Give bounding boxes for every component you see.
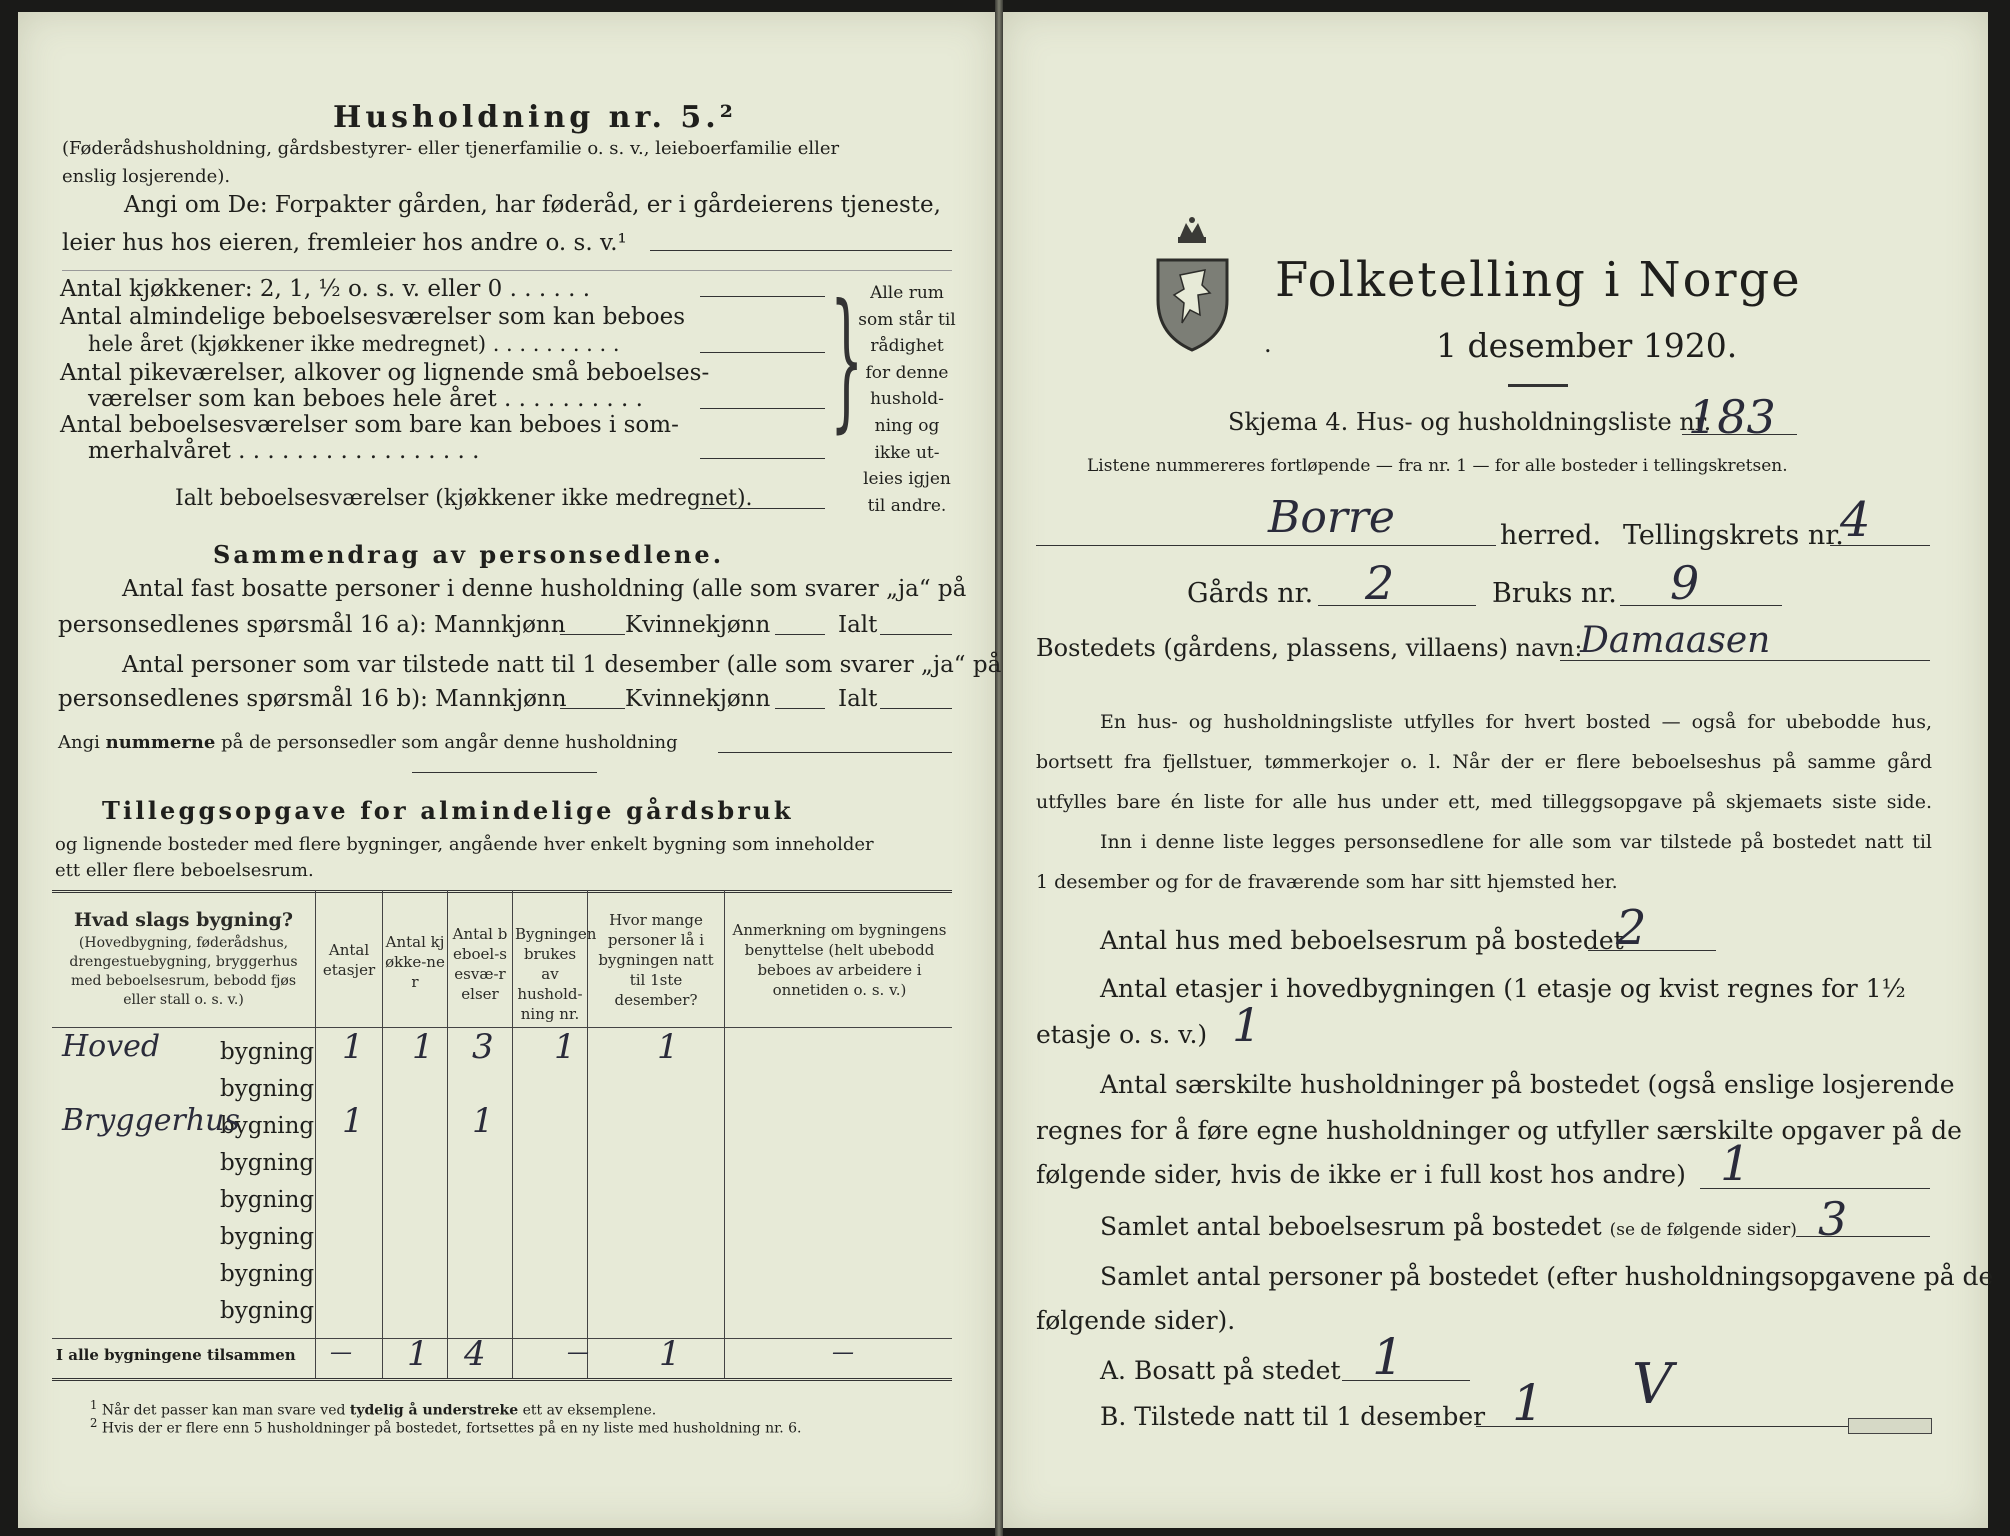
summer-rooms-label-l1: Antal beboelsesværelser som bare kan beboes i som- [60,412,679,438]
total-rooms-answer-line [700,508,825,509]
table-col-rule [724,890,725,1378]
building-table [52,890,952,1398]
census-date: 1 desember 1920. [1436,326,1738,365]
q-hus-value: 2 [1616,900,1647,956]
col-persons: Hvor mange personer lå i bygningen natt til 1ste desember? [598,911,714,1009]
q-rum-label [1100,1212,1797,1241]
table-top-rule [52,890,952,893]
total-rooms-label: Ialt beboelsesværelser (kjøkkener ikke medregnet). [175,486,753,511]
present-male-line [560,708,625,709]
bracket-note-line: Alle rum [870,283,944,303]
numbers-line [58,732,678,753]
total-cell-household: — [567,1340,589,1365]
common-rooms-label-l2: hele året (kjøkkener ikke medregnet) . . . . . . . . . . [88,332,620,356]
q-etasjer-value: 1 [1232,998,1262,1052]
resident-line2: personsedlenes spørsmål 16 a): Mannkjønn [58,612,566,638]
col-building-type-sub: (Hovedbygning, føderådshus, drengestuebygning, bryggerhus med beboelsesrum, bebodd fjøs eller stall o. s. v.) [69,935,298,1008]
bracket-note-line: som står til [858,309,956,330]
building-row-suffix: bygning [220,1224,315,1250]
book-spine [995,0,1003,1536]
table-total-label: I alle bygningene tilsammen [56,1346,296,1364]
present-female-line [775,708,825,709]
kitchens-answer-line [700,296,825,297]
total-cell-persons: 1 [659,1334,681,1374]
a-value: 1 [1372,1328,1404,1386]
tellingskrets-line [1830,545,1930,546]
bullet-dot: . [1264,330,1272,358]
col-floors: Antal etasjer [322,941,376,979]
farm-sub-line1: og lignende bosteder med flere bygninger, angående hver enkelt bygning som inneholder [55,834,874,855]
q-hush-line1: Antal særskilte husholdninger på bostedet (også enslige losjerende [1100,1070,1955,1099]
q-hush-line2: regnes for å føre egne husholdninger og utfyller særskilte opgaver på de [1036,1116,1962,1145]
schema-number: 183 [1688,390,1776,444]
q-rum-value: 3 [1818,1192,1848,1246]
building-row-suffix: bygning [220,1150,315,1176]
resident-female-label: Kvinnekjønn [625,612,771,638]
herred-line [1036,545,1496,546]
numbering-note: Listene nummereres fortløpende — fra nr. 1 — for alle bosteder i tellingskretsen. [1087,456,1788,476]
maid-rooms-label-l2: værelser som kan beboes hele året . . . . . . . . . . [88,386,643,412]
q-rum-text: Samlet antal beboelsesrum på bostedet [1100,1212,1602,1241]
gards-label: Gårds nr. [1187,578,1314,609]
b-value: 1 [1512,1374,1544,1432]
present-female-label: Kvinnekjønn [625,686,771,712]
building-row-suffix: bygning [220,1076,315,1102]
building-cell-persons: 1 [657,1027,679,1067]
footnote-1-pre: Når det passer kan man svare ved [101,1402,346,1419]
section-divider [412,772,597,773]
a-label: A. Bosatt på stedet [1100,1356,1341,1385]
bracket-note-line: for denne [865,362,949,383]
resident-total-line [880,634,952,635]
footnote-1: $^1$ Når det passer kan man svare ved tydelig å understreke ett av eksemplene. [90,1398,657,1419]
bracket-note-line: ning og [874,415,940,436]
building-row-suffix: bygning [220,1298,315,1324]
bosted-line [1560,660,1930,661]
household-heading: Husholdning nr. 5.² [333,100,737,135]
schema-label: Skjema 4. Hus- og husholdningsliste nr. [1228,408,1712,436]
building-cell-floors: 1 [342,1101,364,1141]
numbers-pre: Angi [58,732,100,753]
angi-line1: Angi om De: Forpakter gården, har føderåd, er i gårdeierens tjeneste, [124,192,941,218]
summary-heading: Sammendrag av personsedlene. [213,540,725,569]
household-subheading-line2: enslig losjerende). [62,166,231,187]
b-label: B. Tilstede natt til 1 desember [1100,1402,1486,1431]
building-row-suffix: bygning [220,1261,315,1287]
table-col-rule [382,890,383,1378]
bruks-line [1620,605,1782,606]
instruction-line: Inn i denne liste legges personsedlene for alle som var tilstede på bostedet natt til [1100,831,1932,853]
angi-answer-line2 [62,270,952,271]
common-rooms-answer-line [700,352,825,353]
common-rooms-label-l1: Antal almindelige beboelsesværelser som kan beboes [60,304,686,330]
table-header-rule [52,1027,952,1028]
q-hush-line3: følgende sider, hvis de ikke er i full kost hos andre) [1036,1160,1686,1189]
instruction-line: utfylles bare én liste for alle hus under ett, med tilleggsopgave på skjemaets siste side. [1036,791,1932,813]
table-col-rule [315,890,316,1378]
building-cell-rooms: 3 [472,1027,494,1067]
building-cell-household: 1 [554,1027,576,1067]
q-hush-value: 1 [1720,1136,1751,1192]
footnote-2-text: Hvis der er flere enn 5 husholdninger på bostedet, fortsettes på en ny liste med husholdning nr. 6. [101,1420,802,1437]
tellingskrets-label: Tellingskrets nr. [1623,520,1844,551]
col-building-type-title: Hvad slags bygning? [74,909,293,931]
b-checkmark: V [1632,1352,1673,1417]
q-rum-line [1796,1236,1930,1237]
bracket-note-line: hushold- [870,389,944,410]
bracket-note [852,280,962,519]
gards-value: 2 [1365,556,1395,610]
q-etasjer-line2: etasje o. s. v.) [1036,1020,1208,1049]
footnote-2: $^2$ Hvis der er flere enn 5 husholdninger på bostedet, fortsettes på en ny liste med husholdning nr. 6. [90,1416,802,1437]
table-bottom-rule [52,1378,952,1381]
household-subheading-line1: (Føderådshusholdning, gårdsbestyrer- eller tjenerfamilie o. s. v., leieboerfamilie eller [62,138,840,159]
herred-label: herred. [1500,520,1602,551]
farm-sub-line2: ett eller flere beboelsesrum. [55,860,314,881]
table-col-rule [447,890,448,1378]
herred-value: Borre [1268,492,1395,543]
printer-stamp [1848,1418,1932,1434]
numbers-bold: nummerne [105,732,216,753]
bosted-value: Damaasen [1580,620,1771,661]
title-divider [1508,384,1568,387]
table-total-rule [52,1338,952,1339]
bracket-brace: } [830,273,864,447]
building-row-name: Bryggerhus [62,1103,240,1138]
q-pers-line2: følgende sider). [1036,1306,1236,1335]
resident-female-line [775,634,825,635]
col-rooms: Antal beboel-sesvæ-relser [452,925,508,1003]
q-hus-label: Antal hus med beboelsesrum på bostedet [1100,926,1624,955]
total-cell-kitchens: 1 [407,1334,429,1374]
total-cell-floors: — [330,1340,352,1365]
bruks-label: Bruks nr. [1492,578,1617,609]
q-pers-line1: Samlet antal personer på bostedet (efter husholdningsopgavene på de [1100,1262,1994,1291]
building-cell-rooms: 1 [472,1101,494,1141]
bracket-note-line: rådighet [870,336,944,357]
col-remarks: Anmerkning om bygningens benyttelse (helt ubebodd beboes av arbeidere i onnetiden o. s. v.) [732,921,947,999]
col-kitchens: Antal kjøkke-ner [385,933,445,991]
resident-line1: Antal fast bosatte personer i denne husholdning (alle som svarer „ja“ på [122,576,967,602]
kitchens-label: Antal kjøkkener: 2, 1, ½ o. s. v. eller 0 . . . . . . [60,276,591,302]
building-row-suffix: bygning [220,1113,315,1139]
maid-rooms-label-l1: Antal pikeværelser, alkover og lignende små beboelses- [60,360,710,386]
col-household: Bygningen brukes av hushold-ning nr. [515,925,597,1023]
maid-rooms-answer-line [700,408,825,409]
bracket-note-line: ikke ut- [874,442,940,463]
q-rum-note: (se de følgende sider) [1609,1220,1797,1240]
tellingskrets-value: 4 [1840,492,1871,548]
instruction-line: bortsett fra fjellstuer, tømmerkojer o. l. Når der er flere beboelseshus på samme gård [1036,751,1932,773]
resident-total-label: Ialt [838,612,878,638]
summer-rooms-label-l2: merhalvåret . . . . . . . . . . . . . . . . . [88,438,480,464]
norway-coat-of-arms [1150,215,1235,355]
building-cell-kitchens: 1 [412,1027,434,1067]
present-line1: Antal personer som var tilstede natt til 1 desember (alle som svarer „ja“ på [122,652,1002,678]
building-cell-floors: 1 [342,1027,364,1067]
bruks-value: 9 [1670,556,1700,610]
building-row-name: Hoved [62,1029,161,1064]
bracket-note-line: leies igjen [863,469,951,490]
farm-heading: Tilleggsopgave for almindelige gårdsbruk [102,796,794,825]
angi-line2: leier hus hos eieren, fremleier hos andre o. s. v.¹ [62,230,627,256]
q-hus-line [1588,950,1716,951]
footnote-1-bold: tydelig å understreke [349,1402,519,1419]
q-etasjer-line1: Antal etasjer i hovedbygningen (1 etasje og kvist regnes for 1½ [1100,974,1906,1003]
building-row-suffix: bygning [220,1187,315,1213]
census-title: Folketelling i Norge [1275,252,1802,308]
total-cell-remarks: — [832,1340,854,1365]
present-total-label: Ialt [838,686,878,712]
total-cell-rooms: 4 [464,1334,486,1374]
instruction-line: En hus- og husholdningsliste utfylles for hvert bosted — også for ubebodde hus, [1100,711,1932,733]
gards-line [1318,605,1476,606]
instructions-block [1036,702,1932,902]
q-hush-line [1700,1188,1930,1189]
bracket-note-line: til andre. [867,495,947,516]
present-total-line [880,708,952,709]
building-row-suffix: bygning [220,1039,315,1065]
footnote-1-post: ett av eksemplene. [522,1402,657,1419]
resident-male-line [560,634,625,635]
numbers-post: på de personsedler som angår denne husholdning [221,732,678,753]
bosted-label: Bostedets (gårdens, plassens, villaens) navn: [1036,634,1583,662]
summer-rooms-answer-line [700,458,825,459]
table-col-rule [512,890,513,1378]
angi-answer-line [650,250,952,251]
table-col-rule [587,890,588,1378]
present-line2: personsedlenes spørsmål 16 b): Mannkjønn [58,686,567,712]
numbers-answer-line [718,752,952,753]
schema-number-line [1682,434,1797,435]
instruction-line: 1 desember og for de fraværende som har sitt hjemsted her. [1036,871,1618,893]
a-line [1342,1380,1470,1381]
